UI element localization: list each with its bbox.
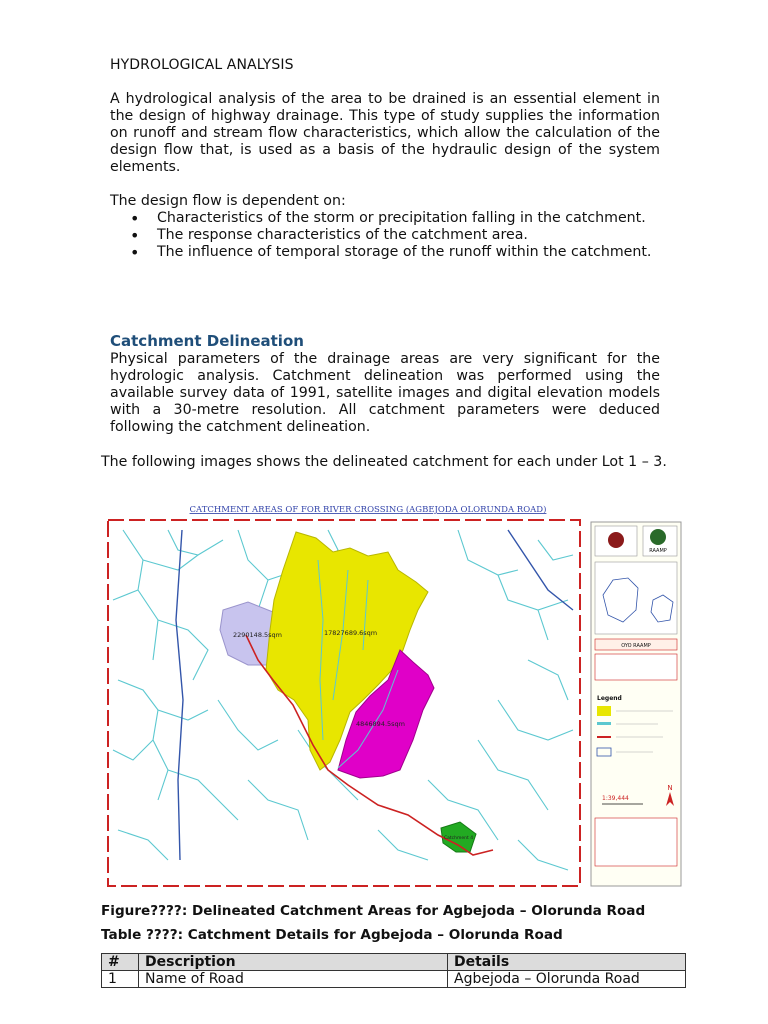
design-flow-list xyxy=(110,210,660,261)
table-cell: Name of Road xyxy=(139,971,448,988)
area-label-lavender: 2290148.5sqm xyxy=(233,631,282,639)
subsection-heading: Catchment Delineation xyxy=(110,332,304,350)
list-item: • Characteristics of the storm or precipitation falling in the catchment. xyxy=(110,210,660,227)
table-header-cell: Details xyxy=(448,954,686,971)
table-row xyxy=(102,971,686,988)
map-scale: 1:39,444 xyxy=(602,795,629,802)
ministry-logo xyxy=(608,532,624,548)
table-header-cell: Description xyxy=(139,954,448,971)
area-label-magenta: 4846894.5sqm xyxy=(356,720,405,728)
locator-map xyxy=(595,562,677,634)
delineation-paragraph: Physical parameters of the drainage areas are very significant for the hydrologic analysis. Catchment delineation was performed using the available survey data of 1991, satellite images and digital elevation models with a 30-metre resolution. All catchment parameters were deduced following the catchment delineation. xyxy=(110,351,660,435)
table-header-cell: # xyxy=(102,954,139,971)
raamp-logo-text: RAAMP xyxy=(649,548,667,554)
project-info-box xyxy=(595,654,677,680)
catchment-details-table xyxy=(101,953,686,988)
legend-swatch-stream xyxy=(597,722,611,725)
map-title: CATCHMENT AREAS OF FOR RIVER CROSSING (AGBEJODA OLORUNDA ROAD) xyxy=(189,505,547,515)
legend-swatch-catchment xyxy=(597,706,611,716)
legend-swatch-road xyxy=(597,736,611,738)
catchment-map xyxy=(98,500,686,890)
design-flow-intro: The design flow is dependent on: xyxy=(110,193,346,209)
table-cell: Agbejoda – Olorunda Road xyxy=(448,971,686,988)
area-label-green: Catchment 4 xyxy=(444,836,474,841)
banner-text: OYO RAAMP xyxy=(621,643,651,649)
legend-title: Legend xyxy=(597,695,622,702)
images-paragraph: The following images shows the delineated catchment for each under Lot 1 – 3. xyxy=(101,454,667,470)
credits-box xyxy=(595,818,677,866)
catchment-map-figure xyxy=(98,500,686,890)
figure-caption: Figure????: Delineated Catchment Areas for Agbejoda – Olorunda Road xyxy=(101,903,646,919)
intro-paragraph: A hydrological analysis of the area to be drained is an essential element in the design of highway drainage. This type of study supplies the information on runoff and stream flow characteristics, which allow the calculation of the design flow that, is used as a basis of the hydraulic design of the system elements. xyxy=(110,91,660,175)
table-header-row xyxy=(102,954,686,971)
area-label-yellow: 17827689.6sqm xyxy=(324,629,378,637)
raamp-logo xyxy=(650,529,666,545)
north-label: N xyxy=(667,784,673,792)
list-item: • The influence of temporal storage of the runoff within the catchment. xyxy=(110,244,660,261)
table-caption: Table ????: Catchment Details for Agbejoda – Olorunda Road xyxy=(101,927,563,943)
list-item: • The response characteristics of the catchment area. xyxy=(110,227,660,244)
section-heading: HYDROLOGICAL ANALYSIS xyxy=(110,57,294,73)
table-cell: 1 xyxy=(102,971,139,988)
